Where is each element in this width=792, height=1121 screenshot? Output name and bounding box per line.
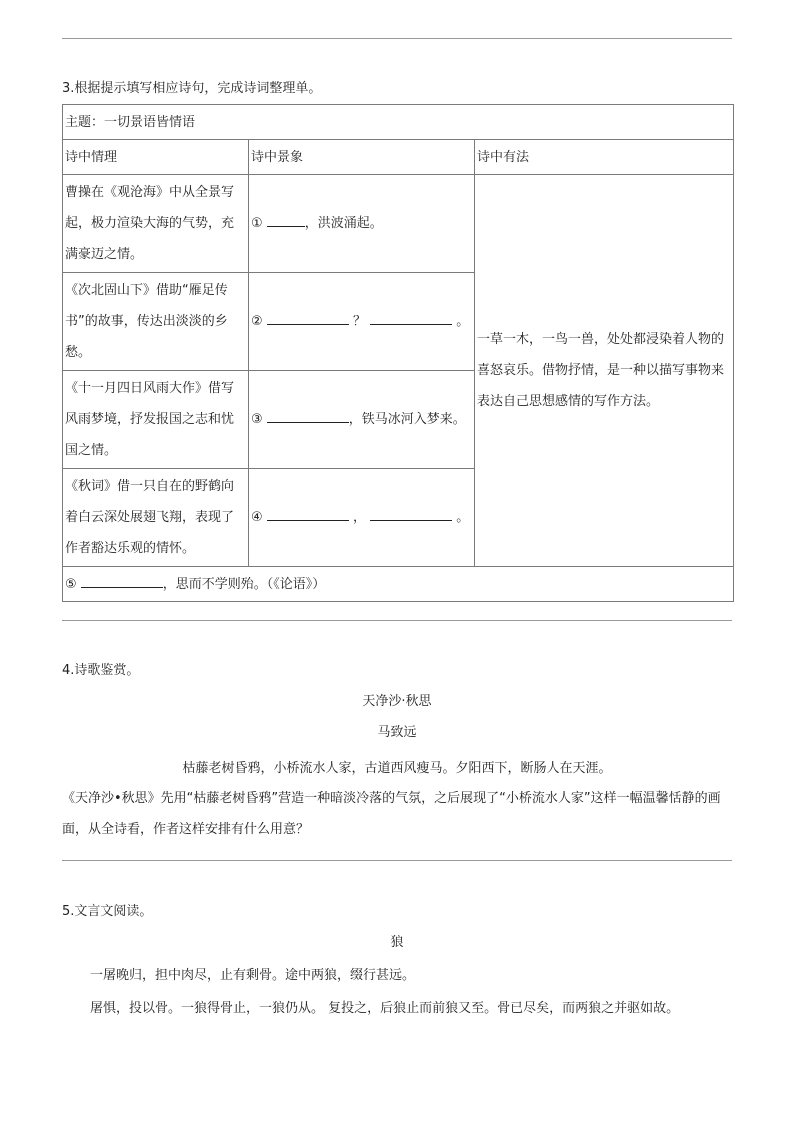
emotion-cell: 《秋词》借一只自在的野鹤向着白云深处展翅飞翔，表现了作者豁达乐观的情怀。 <box>63 469 249 567</box>
poem-author: 马致远 <box>377 725 417 740</box>
divider <box>62 620 732 621</box>
answer-blank[interactable] <box>81 573 163 588</box>
passage-paragraph: 一屠晚归，担中肉尽，止有剩骨。途中两狼，缀行甚远。 <box>90 968 416 983</box>
blank-number: ① <box>251 216 263 231</box>
answer-blank[interactable] <box>267 506 349 521</box>
poem-title: 天净沙·秋思 <box>362 694 432 709</box>
scene-tail: ，铁马冰河入梦来。 <box>348 412 466 427</box>
top-divider <box>62 38 732 39</box>
poem-text: 枯藤老树昏鸦，小桥流水人家，古道西风瘦马。夕阳西下，断肠人在天涯。 <box>182 761 612 776</box>
scene-mid: ， <box>352 510 366 525</box>
scene-tail: 。 <box>456 314 470 329</box>
table-row <box>63 175 734 273</box>
scene-mid: ？ <box>352 314 366 329</box>
answer-blank[interactable] <box>267 212 305 227</box>
divider <box>62 860 732 861</box>
blank-number: ③ <box>251 412 263 427</box>
table-row <box>63 105 734 140</box>
answer-blank[interactable] <box>370 506 452 521</box>
question-4-prompt: 《天净沙•秋思》先用“枯藤老树昏鸦”营造一种暗淡冷落的气氛，之后展现了“小桥流水人家”这样一幅温馨恬静的画面，从全诗看，作者这样安排有什么用意？ <box>62 791 721 837</box>
theme-cell: 主题：一切景语皆情语 <box>63 105 734 140</box>
scene-cell <box>249 469 475 567</box>
scene-cell <box>249 273 475 371</box>
blank-number: ② <box>251 314 263 329</box>
emotion-cell: 曹操在《观沧海》中从全景写起，极力渲染大海的气势，充满豪迈之情。 <box>63 175 249 273</box>
passage-paragraph: 屠惧，投以骨。一狼得骨止，一狼仍从。 复投之，后狼止而前狼又至。骨已尽矣，而两狼之并驱如故。 <box>90 1001 680 1016</box>
emotion-cell: 《十一月四日风雨大作》借写风雨梦境，抒发报国之志和忧国之情。 <box>63 371 249 469</box>
scene-tail: 。 <box>456 510 470 525</box>
answer-blank[interactable] <box>267 408 349 423</box>
scene-cell <box>249 175 475 273</box>
header-emotion: 诗中情理 <box>63 140 249 175</box>
question-3-title: 3.根据提示填写相应诗句，完成诗词整理单。 <box>62 81 322 96</box>
poem-organizer-table <box>62 104 734 602</box>
table-row <box>63 567 734 602</box>
footer-cell <box>63 567 734 602</box>
emotion-cell: 《次北固山下》借助“雁足传书”的故事，传达出淡淡的乡愁。 <box>63 273 249 371</box>
header-scene: 诗中景象 <box>249 140 475 175</box>
question-4-title: 4.诗歌鉴赏。 <box>62 663 140 678</box>
answer-blank[interactable] <box>370 310 452 325</box>
scene-tail: ，洪波涌起。 <box>304 216 383 231</box>
blank-number: ⑤ <box>65 576 77 592</box>
table-row <box>63 140 734 175</box>
blank-number: ④ <box>251 510 263 525</box>
scene-cell <box>249 371 475 469</box>
passage-title: 狼 <box>390 935 404 950</box>
answer-blank[interactable] <box>267 310 349 325</box>
header-method: 诗中有法 <box>475 140 734 175</box>
question-5-title: 5.文言文阅读。 <box>62 904 153 919</box>
footer-tail: ，思而不学则殆。（《论语》） <box>162 576 326 592</box>
method-cell: 一草一木，一鸟一兽，处处都浸染着人物的喜怒哀乐。借物抒情，是一种以描写事物来表达自己思想感情的写作方法。 <box>475 175 734 567</box>
